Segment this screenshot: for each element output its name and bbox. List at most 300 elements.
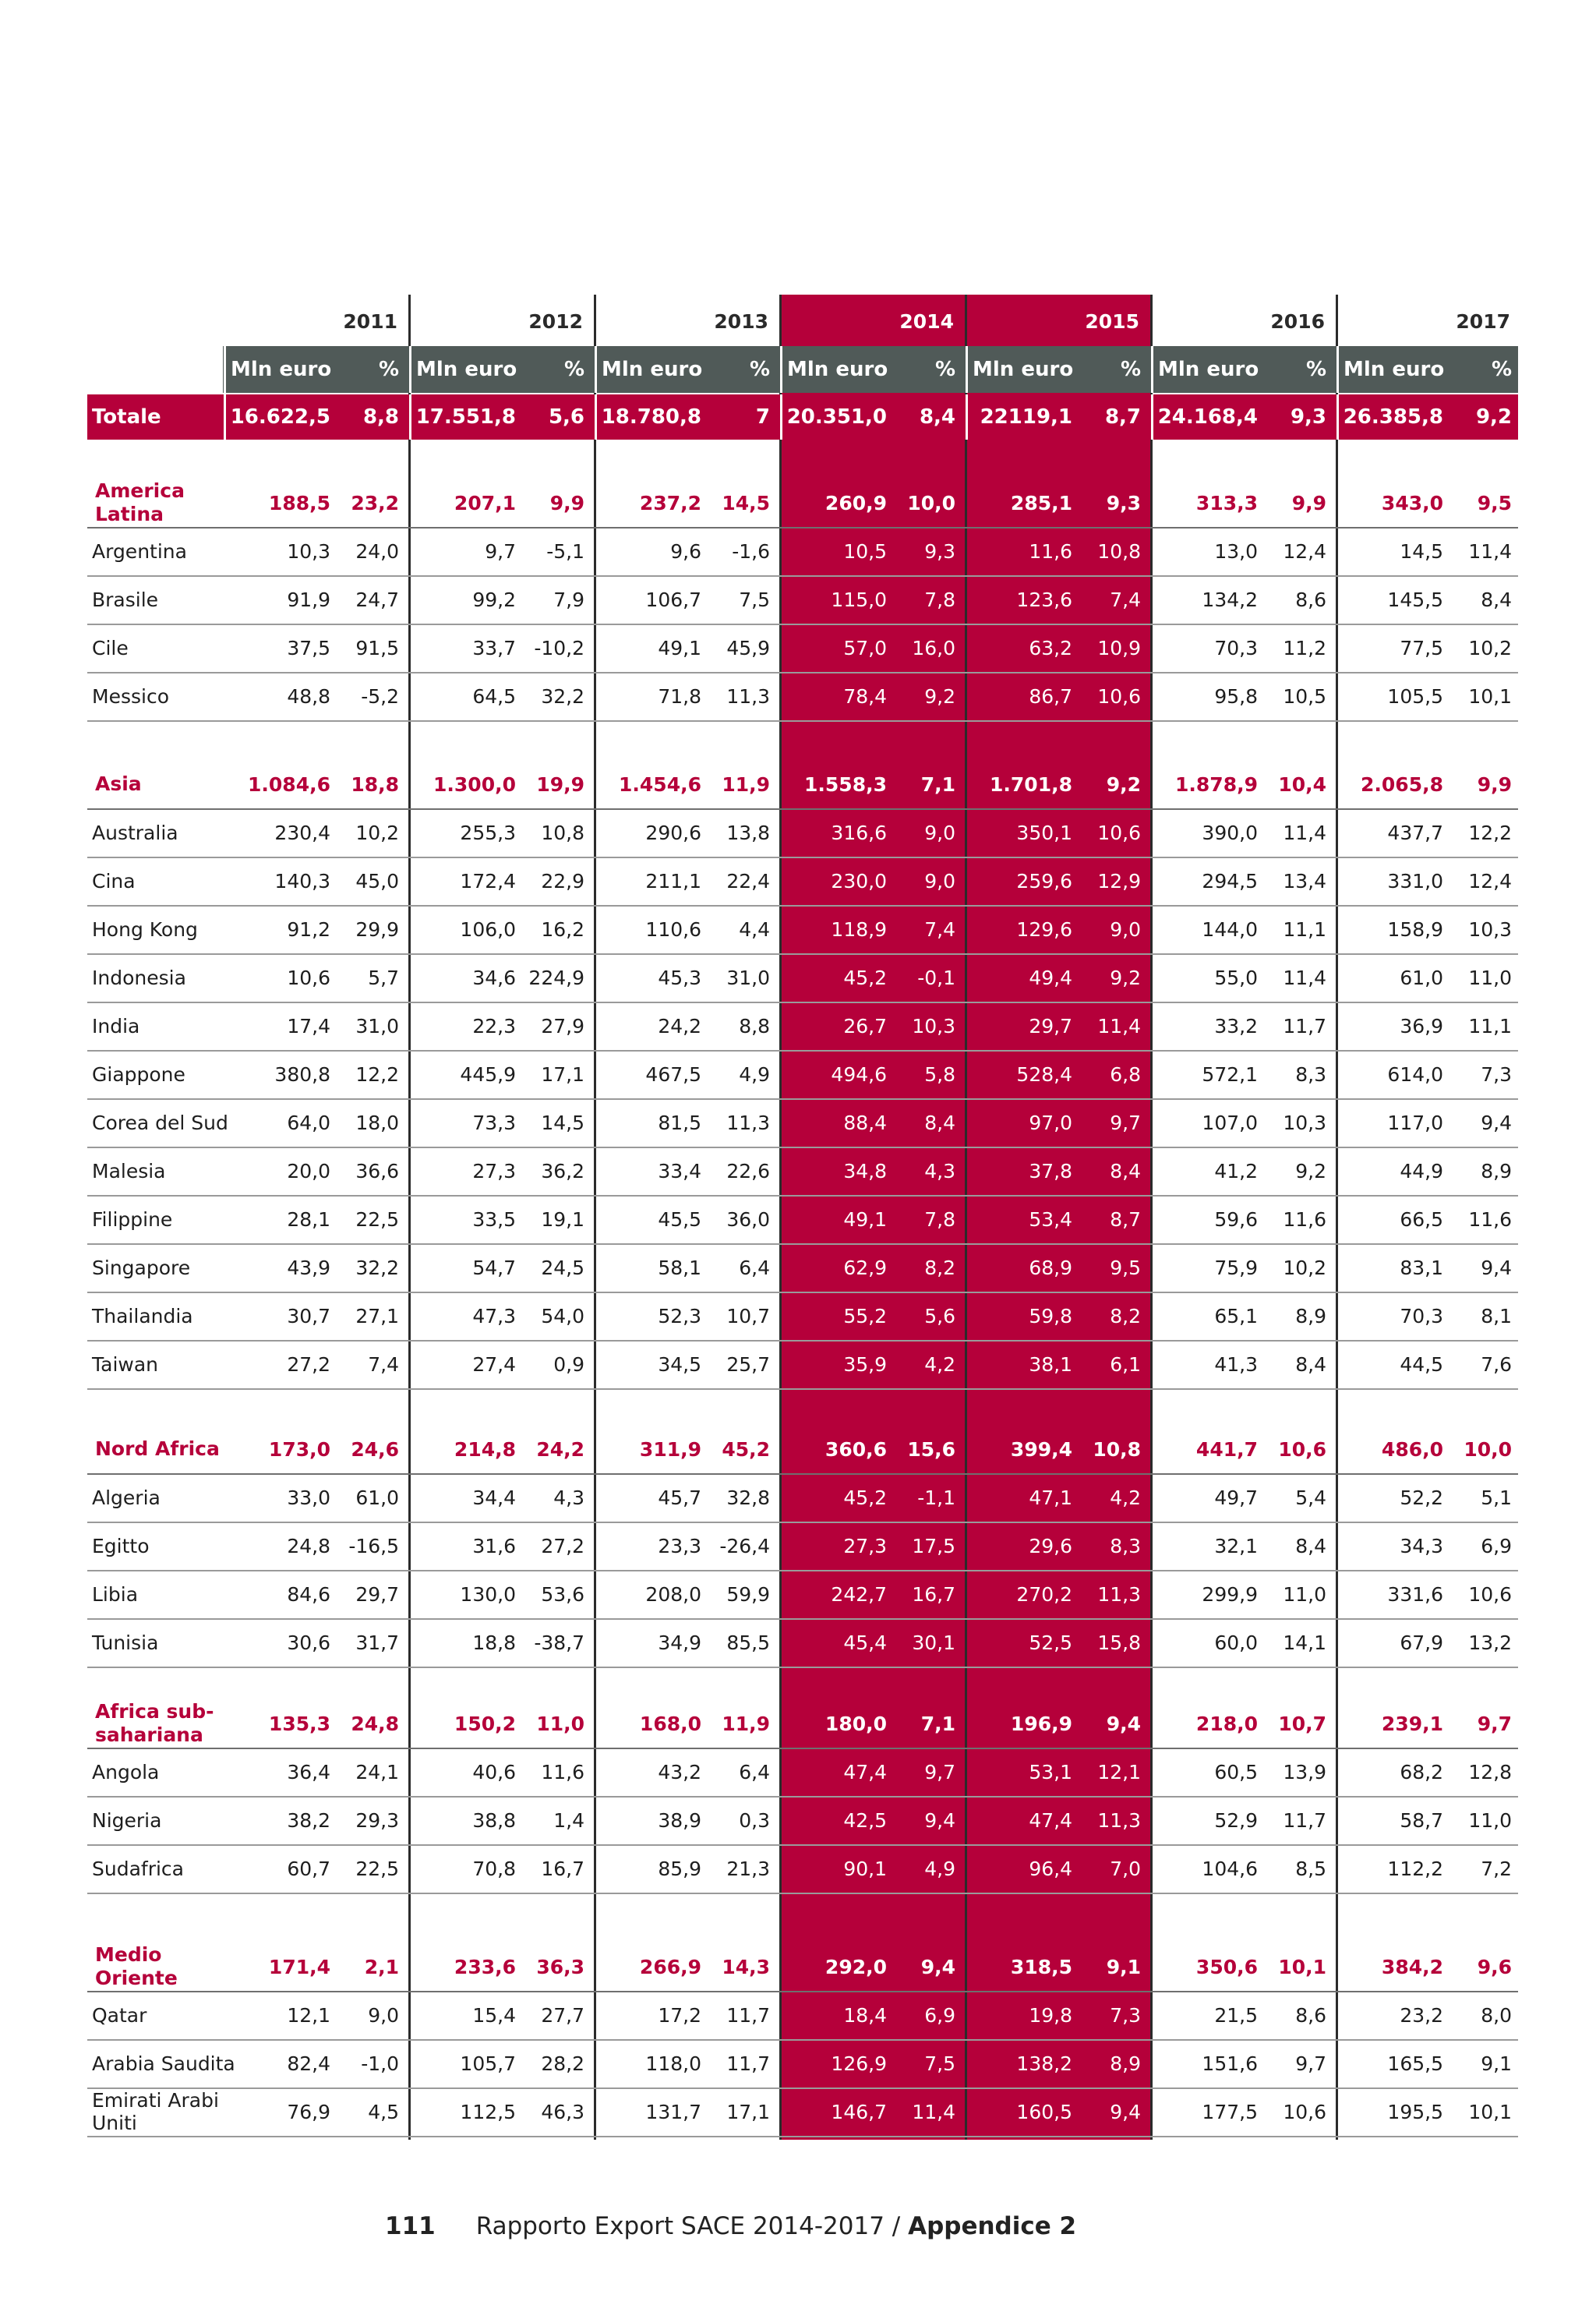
country-pct: 11,3 [1097, 1582, 1141, 1606]
country-value: 53,1 [1029, 1760, 1072, 1783]
country-pct: 10,1 [1468, 684, 1512, 708]
country-value: 467,5 [645, 1062, 701, 1086]
total-pct: 9,3 [1290, 405, 1326, 429]
country-pct: -1,6 [732, 539, 770, 563]
country-pct: 12,2 [355, 1062, 399, 1086]
country-pct: 8,3 [1295, 1062, 1326, 1086]
country-value: 71,8 [658, 684, 701, 708]
country-pct: 6,9 [1481, 1534, 1512, 1557]
country-label: Tunisia [92, 1631, 159, 1654]
country-label: Thailandia [92, 1304, 193, 1327]
year-header-2017: 2017 [1456, 309, 1510, 333]
column-divider [408, 295, 411, 2140]
region-pct: 14,3 [722, 1955, 770, 1978]
region-pct: 7,1 [920, 772, 955, 796]
country-label: Malesia [92, 1159, 166, 1182]
country-value: 380,8 [274, 1062, 330, 1086]
country-value: 59,8 [1029, 1304, 1072, 1327]
country-value: 47,4 [843, 1760, 887, 1783]
country-pct: 27,2 [541, 1534, 584, 1557]
row-divider [87, 720, 1518, 722]
country-value: 34,4 [472, 1486, 516, 1509]
country-pct: 9,3 [924, 539, 955, 563]
region-pct: 15,6 [907, 1437, 955, 1461]
country-pct: 27,9 [541, 1014, 584, 1038]
subheader-pct-label: % [1491, 358, 1512, 381]
region-pct: 10,7 [1278, 1712, 1326, 1735]
region-pct: 19,9 [536, 772, 584, 796]
region-value: 218,0 [1195, 1712, 1258, 1735]
country-value: 30,7 [287, 1304, 330, 1327]
country-value: 27,2 [287, 1352, 330, 1376]
region-pct: 9,9 [1291, 491, 1326, 514]
country-pct: 8,5 [1295, 1857, 1326, 1880]
country-value: 78,4 [843, 684, 887, 708]
subheader-divider [224, 346, 226, 393]
country-pct: 11,0 [1468, 966, 1512, 989]
country-value: 316,6 [831, 821, 887, 844]
country-value: 49,7 [1214, 1486, 1258, 1509]
country-label: Corea del Sud [92, 1111, 228, 1134]
country-value: 68,9 [1029, 1256, 1072, 1279]
country-pct: 9,0 [924, 821, 955, 844]
country-value: 52,2 [1400, 1486, 1443, 1509]
country-pct: 22,4 [726, 869, 770, 893]
country-pct: 85,5 [726, 1631, 770, 1654]
region-pct: 11,9 [722, 772, 770, 796]
country-label: Qatar [92, 2003, 147, 2027]
country-value: 58,1 [658, 1256, 701, 1279]
country-value: 290,6 [645, 821, 701, 844]
country-pct: 4,2 [1110, 1486, 1141, 1509]
row-divider [87, 1893, 1518, 1894]
region-value: 292,0 [824, 1955, 887, 1978]
country-pct: 7,8 [924, 1207, 955, 1231]
country-pct: 8,2 [924, 1256, 955, 1279]
country-value: 84,6 [287, 1582, 330, 1606]
region-value: 318,5 [1010, 1955, 1072, 1978]
country-value: 37,5 [287, 636, 330, 659]
country-label: Brasile [92, 588, 159, 611]
country-value: 242,7 [831, 1582, 887, 1606]
region-pct: 9,3 [1106, 491, 1141, 514]
region-value: 285,1 [1010, 491, 1072, 514]
country-value: 118,0 [645, 2052, 701, 2075]
country-pct: 7,5 [924, 2052, 955, 2075]
region-pct: 2,1 [364, 1955, 399, 1978]
total-label: Totale [92, 405, 161, 429]
country-value: 53,4 [1029, 1207, 1072, 1231]
country-pct: 36,2 [541, 1159, 584, 1182]
country-value: 60,0 [1214, 1631, 1258, 1654]
column-divider [965, 295, 967, 2140]
country-value: 34,9 [658, 1631, 701, 1654]
country-pct: 8,7 [1110, 1207, 1141, 1231]
region-value: 360,6 [824, 1437, 887, 1461]
country-pct: 8,4 [1295, 1534, 1326, 1557]
country-value: 27,3 [472, 1159, 516, 1182]
country-value: 158,9 [1387, 917, 1443, 941]
country-pct: 19,1 [541, 1207, 584, 1231]
total-divider [409, 394, 411, 440]
subheader-divider [966, 346, 968, 393]
country-pct: 8,6 [1295, 2003, 1326, 2027]
country-value: 45,2 [843, 966, 887, 989]
country-pct: 11,7 [726, 2003, 770, 2027]
country-value: 140,3 [274, 869, 330, 893]
row-divider [87, 1667, 1518, 1668]
country-pct: 11,7 [726, 2052, 770, 2075]
region-value: 233,6 [454, 1955, 516, 1978]
subheader-pct-label: % [563, 358, 584, 381]
region-value: 135,3 [268, 1712, 330, 1735]
subheader-value-label: Mln euro [231, 358, 332, 381]
country-value: 49,4 [1029, 966, 1072, 989]
country-value: 10,5 [843, 539, 887, 563]
country-value: 36,4 [287, 1760, 330, 1783]
country-label: Singapore [92, 1256, 191, 1279]
region-pct: 36,3 [536, 1955, 584, 1978]
country-pct: 11,3 [1097, 1808, 1141, 1832]
country-pct: 11,2 [1283, 636, 1326, 659]
region-pct: 11,9 [722, 1712, 770, 1735]
country-pct: 224,9 [528, 966, 584, 989]
country-pct: 12,1 [1097, 1760, 1141, 1783]
country-value: 112,2 [1387, 1857, 1443, 1880]
region-pct: 10,0 [907, 491, 955, 514]
country-pct: 6,4 [739, 1760, 770, 1783]
country-pct: 10,6 [1097, 821, 1141, 844]
country-value: 107,0 [1202, 1111, 1258, 1134]
country-pct: 13,9 [1283, 1760, 1326, 1783]
country-pct: 13,8 [726, 821, 770, 844]
country-pct: 11,0 [1468, 1808, 1512, 1832]
country-pct: 29,9 [355, 917, 399, 941]
country-pct: 14,5 [541, 1111, 584, 1134]
country-pct: 12,4 [1283, 539, 1326, 563]
country-pct: 7,2 [1481, 1857, 1512, 1880]
country-value: 26,7 [843, 1014, 887, 1038]
region-pct: 23,2 [351, 491, 399, 514]
row-divider [87, 1388, 1518, 1390]
country-value: 27,3 [843, 1534, 887, 1557]
region-pct: 14,5 [722, 491, 770, 514]
country-label: Libia [92, 1582, 139, 1606]
region-value: 260,9 [824, 491, 887, 514]
country-pct: 7,0 [1110, 1857, 1141, 1880]
row-divider [87, 2136, 1518, 2137]
country-pct: 27,1 [355, 1304, 399, 1327]
region-value: 350,6 [1195, 1955, 1258, 1978]
country-label: Egitto [92, 1534, 150, 1557]
country-pct: 9,1 [1481, 2052, 1512, 2075]
country-pct: -1,1 [917, 1486, 955, 1509]
country-pct: 7,5 [739, 588, 770, 611]
region-pct: 9,4 [1106, 1712, 1141, 1735]
country-pct: -38,7 [534, 1631, 584, 1654]
subheader-pct-label: % [1120, 358, 1141, 381]
region-value: 171,4 [268, 1955, 330, 1978]
subheader-pct-label: % [1305, 358, 1326, 381]
country-pct: 59,9 [726, 1582, 770, 1606]
country-pct: 22,6 [726, 1159, 770, 1182]
country-pct: 11,3 [726, 1111, 770, 1134]
country-pct: -10,2 [534, 636, 584, 659]
country-value: 73,3 [472, 1111, 516, 1134]
country-value: 123,6 [1016, 588, 1072, 611]
year-header-2013: 2013 [714, 309, 768, 333]
country-pct: 11,4 [1097, 1014, 1141, 1038]
country-pct: 4,3 [924, 1159, 955, 1182]
country-value: 83,1 [1400, 1256, 1443, 1279]
country-value: 40,6 [472, 1760, 516, 1783]
subheader-value-label: Mln euro [1344, 358, 1445, 381]
country-pct: -5,1 [546, 539, 584, 563]
column-divider [594, 295, 596, 2140]
region-value: 266,9 [639, 1955, 701, 1978]
country-pct: 17,5 [912, 1534, 955, 1557]
country-value: 437,7 [1387, 821, 1443, 844]
region-pct: 24,6 [351, 1437, 399, 1461]
country-pct: 29,7 [355, 1582, 399, 1606]
column-divider [1150, 295, 1153, 2140]
country-value: 82,4 [287, 2052, 330, 2075]
country-label: Indonesia [92, 966, 186, 989]
country-pct: 8,4 [1110, 1159, 1141, 1182]
country-pct: 31,0 [726, 966, 770, 989]
country-value: 294,5 [1202, 869, 1258, 893]
country-pct: 14,1 [1283, 1631, 1326, 1654]
country-pct: 10,2 [1283, 1256, 1326, 1279]
country-value: 105,7 [460, 2052, 516, 2075]
country-pct: 9,4 [1481, 1256, 1512, 1279]
country-pct: 17,1 [726, 2100, 770, 2123]
country-label: Giappone [92, 1062, 185, 1086]
country-pct: 0,9 [553, 1352, 584, 1376]
country-value: 37,8 [1029, 1159, 1072, 1182]
country-value: 44,9 [1400, 1159, 1443, 1182]
country-value: 36,9 [1400, 1014, 1443, 1038]
total-value: 16.622,5 [230, 405, 330, 429]
country-value: 91,9 [287, 588, 330, 611]
country-value: 64,5 [472, 684, 516, 708]
country-label: Angola [92, 1760, 160, 1783]
country-value: 19,8 [1029, 2003, 1072, 2027]
country-pct: 61,0 [355, 1486, 399, 1509]
country-pct: 13,4 [1283, 869, 1326, 893]
country-value: 34,8 [843, 1159, 887, 1182]
region-value: 2.065,8 [1361, 772, 1443, 796]
country-value: 54,7 [472, 1256, 516, 1279]
country-pct: 10,1 [1468, 2100, 1512, 2123]
region-value: 239,1 [1381, 1712, 1443, 1735]
country-value: 105,5 [1387, 684, 1443, 708]
country-pct: 10,5 [1283, 684, 1326, 708]
country-value: 17,2 [658, 2003, 701, 2027]
country-value: 110,6 [645, 917, 701, 941]
country-value: 34,5 [658, 1352, 701, 1376]
footer-title: Rapporto Export SACE 2014-2017 / [475, 2212, 901, 2240]
country-value: 70,3 [1400, 1304, 1443, 1327]
country-value: 48,8 [287, 684, 330, 708]
country-pct: 7,8 [924, 588, 955, 611]
country-value: 47,1 [1029, 1486, 1072, 1509]
country-value: 24,2 [658, 1014, 701, 1038]
subheader-divider [1336, 346, 1339, 393]
country-value: 160,5 [1016, 2100, 1072, 2123]
country-pct: 8,4 [1295, 1352, 1326, 1376]
country-pct: 10,6 [1097, 684, 1141, 708]
country-pct: 32,2 [541, 684, 584, 708]
country-value: 33,5 [472, 1207, 516, 1231]
country-value: 63,2 [1029, 636, 1072, 659]
country-pct: 8,2 [1110, 1304, 1141, 1327]
country-value: 31,6 [472, 1534, 516, 1557]
country-value: 45,2 [843, 1486, 887, 1509]
region-pct: 24,8 [351, 1712, 399, 1735]
country-value: 494,6 [831, 1062, 887, 1086]
country-pct: 45,9 [726, 636, 770, 659]
country-pct: 11,4 [1283, 966, 1326, 989]
column-divider [779, 295, 782, 2140]
total-value: 22119,1 [980, 405, 1072, 429]
country-value: 91,2 [287, 917, 330, 941]
country-value: 38,9 [658, 1808, 701, 1832]
country-pct: 25,7 [726, 1352, 770, 1376]
subheader-value-label: Mln euro [416, 358, 517, 381]
country-pct: 7,4 [368, 1352, 399, 1376]
region-value: 1.558,3 [804, 772, 887, 796]
country-label: Australia [92, 821, 178, 844]
region-value: 1.084,6 [248, 772, 330, 796]
country-value: 77,5 [1400, 636, 1443, 659]
country-value: 29,7 [1029, 1014, 1072, 1038]
country-value: 38,1 [1029, 1352, 1072, 1376]
country-value: 59,6 [1214, 1207, 1258, 1231]
country-pct: 9,4 [924, 1808, 955, 1832]
country-label: Cina [92, 869, 136, 893]
country-label: Emirati Arabi Uniti [92, 2089, 219, 2134]
country-value: 70,8 [472, 1857, 516, 1880]
country-pct: 4,2 [924, 1352, 955, 1376]
country-value: 52,3 [658, 1304, 701, 1327]
country-pct: 5,4 [1295, 1486, 1326, 1509]
footer-appendix: Appendice 2 [908, 2212, 1077, 2240]
country-pct: 13,2 [1468, 1631, 1512, 1654]
total-pct: 8,4 [919, 405, 955, 429]
country-value: 172,4 [460, 869, 516, 893]
region-value: 173,0 [268, 1437, 330, 1461]
country-value: 20,0 [287, 1159, 330, 1182]
country-value: 131,7 [645, 2100, 701, 2123]
country-pct: 10,9 [1097, 636, 1141, 659]
country-pct: 9,2 [1295, 1159, 1326, 1182]
country-pct: 22,9 [541, 869, 584, 893]
country-pct: 8,9 [1110, 2052, 1141, 2075]
region-value: 441,7 [1195, 1437, 1258, 1461]
country-label: Taiwan [92, 1352, 159, 1376]
country-value: 49,1 [658, 636, 701, 659]
country-pct: 5,7 [368, 966, 399, 989]
country-value: 29,6 [1029, 1534, 1072, 1557]
country-pct: 5,8 [924, 1062, 955, 1086]
region-value: 214,8 [454, 1437, 516, 1461]
country-pct: 22,5 [355, 1207, 399, 1231]
country-pct: 4,9 [739, 1062, 770, 1086]
country-pct: 9,0 [368, 2003, 399, 2027]
country-value: 45,5 [658, 1207, 701, 1231]
country-value: 45,7 [658, 1486, 701, 1509]
country-value: 55,0 [1214, 966, 1258, 989]
country-value: 18,4 [843, 2003, 887, 2027]
country-value: 14,5 [1400, 539, 1443, 563]
country-pct: 10,6 [1283, 2100, 1326, 2123]
country-label: Arabia Saudita [92, 2052, 235, 2075]
country-value: 27,4 [472, 1352, 516, 1376]
country-value: 57,0 [843, 636, 887, 659]
country-pct: 11,1 [1468, 1014, 1512, 1038]
country-pct: 9,7 [1295, 2052, 1326, 2075]
subheader-divider [409, 346, 411, 393]
total-pct: 5,6 [548, 405, 584, 429]
country-pct: 5,6 [924, 1304, 955, 1327]
country-value: 33,4 [658, 1159, 701, 1182]
country-value: 11,6 [1029, 539, 1072, 563]
subheader-value-label: Mln euro [973, 358, 1074, 381]
region-pct: 10,4 [1278, 772, 1326, 796]
country-pct: 12,4 [1468, 869, 1512, 893]
country-value: 41,2 [1214, 1159, 1258, 1182]
country-value: 60,5 [1214, 1760, 1258, 1783]
country-pct: 4,5 [368, 2100, 399, 2123]
total-pct: 9,2 [1475, 405, 1512, 429]
country-value: 88,4 [843, 1111, 887, 1134]
country-value: 151,6 [1202, 2052, 1258, 2075]
country-pct: 24,1 [355, 1760, 399, 1783]
total-divider [780, 394, 782, 440]
country-value: 45,4 [843, 1631, 887, 1654]
country-value: 52,5 [1029, 1631, 1072, 1654]
region-value: 1.701,8 [990, 772, 1072, 796]
country-value: 81,5 [658, 1111, 701, 1134]
country-value: 106,7 [645, 588, 701, 611]
country-pct: 10,3 [912, 1014, 955, 1038]
country-label: Nigeria [92, 1808, 162, 1832]
region-value: 1.878,9 [1175, 772, 1258, 796]
region-pct: 10,8 [1093, 1437, 1141, 1461]
total-pct: 8,8 [362, 405, 399, 429]
country-value: 64,0 [287, 1111, 330, 1134]
country-value: 61,0 [1400, 966, 1443, 989]
country-pct: 24,5 [541, 1256, 584, 1279]
subheader-value-label: Mln euro [1158, 358, 1259, 381]
country-pct: 27,7 [541, 2003, 584, 2027]
country-value: 34,6 [472, 966, 516, 989]
region-value: 1.300,0 [433, 772, 516, 796]
region-pct: 9,6 [1477, 1955, 1512, 1978]
country-pct: 22,5 [355, 1857, 399, 1880]
country-value: 18,8 [472, 1631, 516, 1654]
country-pct: 15,8 [1097, 1631, 1141, 1654]
region-pct: 10,1 [1278, 1955, 1326, 1978]
country-value: 58,7 [1400, 1808, 1443, 1832]
region-pct: 11,0 [536, 1712, 584, 1735]
region-label: Nord Africa [95, 1437, 220, 1460]
total-divider [595, 394, 597, 440]
region-value: 1.454,6 [619, 772, 701, 796]
country-pct: 16,2 [541, 917, 584, 941]
country-pct: 8,0 [1481, 2003, 1512, 2027]
